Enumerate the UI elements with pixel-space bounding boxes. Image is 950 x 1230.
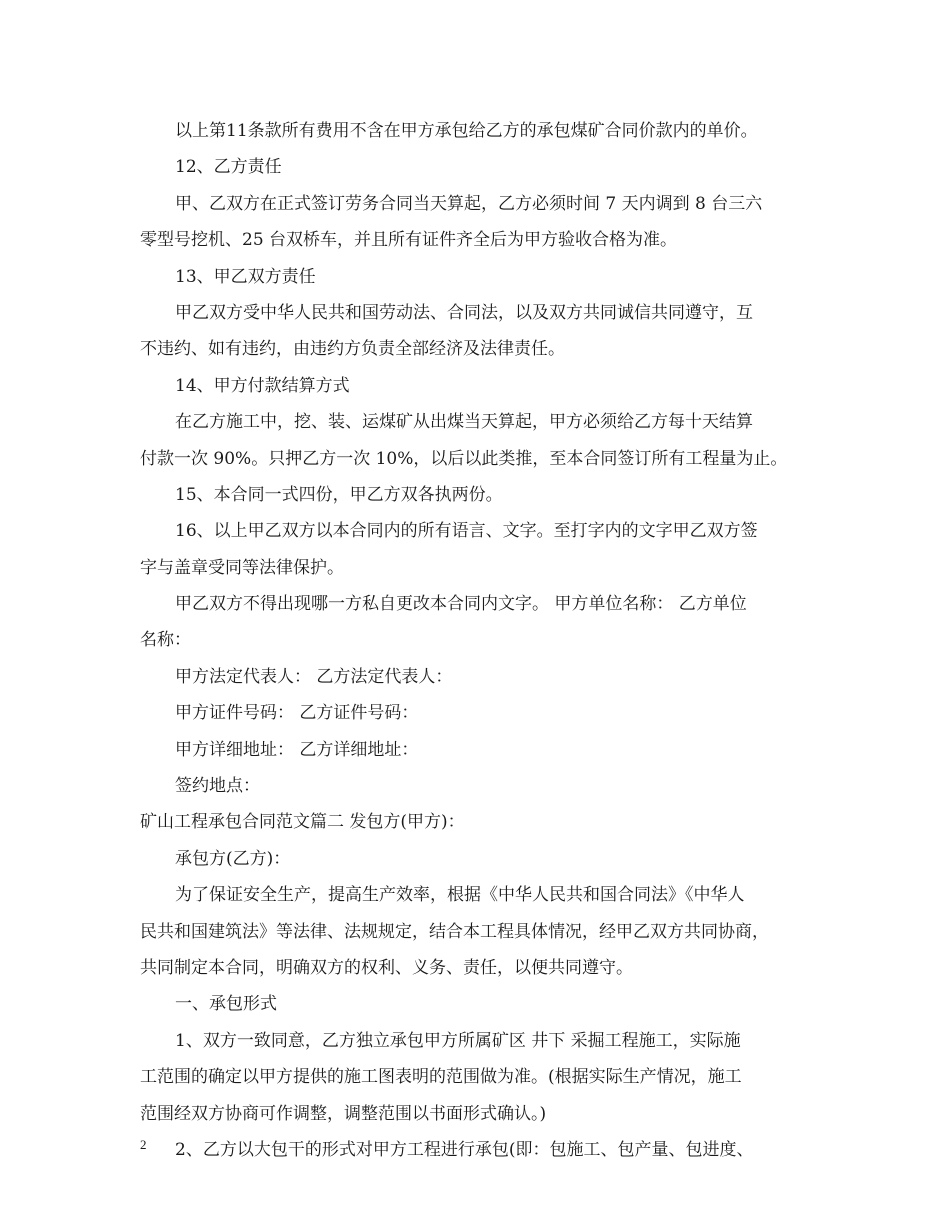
text-line: 共同制定本合同，明确双方的权利、义务、责任，以便共同遵守。	[140, 957, 633, 978]
text-line: 甲方证件号码： 乙方证件号码：	[175, 703, 419, 724]
text-line: 甲、乙双方在正式签订劳务合同当天算起，乙方必须时间 7 天内调到 8 台三六	[175, 193, 763, 214]
text-line: 零型号挖机、25 台双桥车，并且所有证件齐全后为甲方验收合格为准。	[140, 230, 678, 251]
text-line: 13、甲乙双方责任	[175, 266, 316, 287]
text-line: 矿山工程承包合同范文篇二 发包方(甲方)：	[140, 812, 465, 833]
text-line: 范围经双方协商可作调整，调整范围以书面形式确认。)	[140, 1103, 547, 1124]
text-line: 不违约、如有违约，由违约方负责全部经济及法律责任。	[140, 339, 565, 360]
text-line: 一、承包形式	[175, 994, 277, 1015]
text-line: 在乙方施工中，挖、装、运煤矿从出煤当天算起，甲方必须给乙方每十天结算	[175, 412, 753, 433]
text-line: 14、甲方付款结算方式	[175, 375, 350, 396]
text-line: 16、以上甲乙双方以本合同内的所有语言、文字。至打字内的文字甲乙双方签	[175, 521, 758, 542]
text-line: 签约地点：	[175, 776, 260, 797]
text-line: 字与盖章受同等法律保护。	[140, 557, 344, 578]
text-line: 甲乙双方不得出现哪一方私自更改本合同内文字。 甲方单位名称： 乙方单位	[175, 594, 747, 615]
text-line: 2、乙方以大包干的形式对甲方工程进行承包(即：包施工、包产量、包进度、	[175, 1139, 754, 1160]
text-line: 甲方详细地址： 乙方详细地址：	[175, 739, 419, 760]
text-line: 承包方(乙方)：	[175, 848, 291, 869]
text-line: 甲乙双方受中华人民共和国劳动法、合同法，以及双方共同诚信共同遵守，互	[175, 302, 753, 323]
text-line: 名称：	[140, 630, 191, 651]
text-line: 12、乙方责任	[175, 157, 282, 178]
text-line: 甲方法定代表人： 乙方法定代表人：	[175, 666, 453, 687]
text-line: 为了保证安全生产，提高生产效率，根据《中华人民共和国合同法》《中华人	[175, 885, 745, 906]
document-body	[140, 113, 812, 1168]
text-line: 工范围的确定以甲方提供的施工图表明的范围做为准。(根据实际生产情况，施工	[140, 1067, 742, 1088]
text-line: 1、双方一致同意，乙方独立承包甲方所属矿区 井下 采掘工程施工，实际施	[175, 1030, 741, 1051]
text-line: 以上第11条款所有费用不含在甲方承包给乙方的承包煤矿合同价款内的单价。	[175, 121, 758, 141]
text-line: 民共和国建筑法》等法律、法规规定，结合本工程具体情况，经甲乙双方共同协商，	[140, 921, 769, 942]
text-line: 付款一次 90%。只押乙方一次 10%，以后以此类推，至本合同签订所有工程量为止。	[140, 448, 788, 469]
page-number: 2	[140, 1137, 147, 1152]
text-line: 15、本合同一式四份，甲乙方双各执两份。	[175, 484, 503, 505]
